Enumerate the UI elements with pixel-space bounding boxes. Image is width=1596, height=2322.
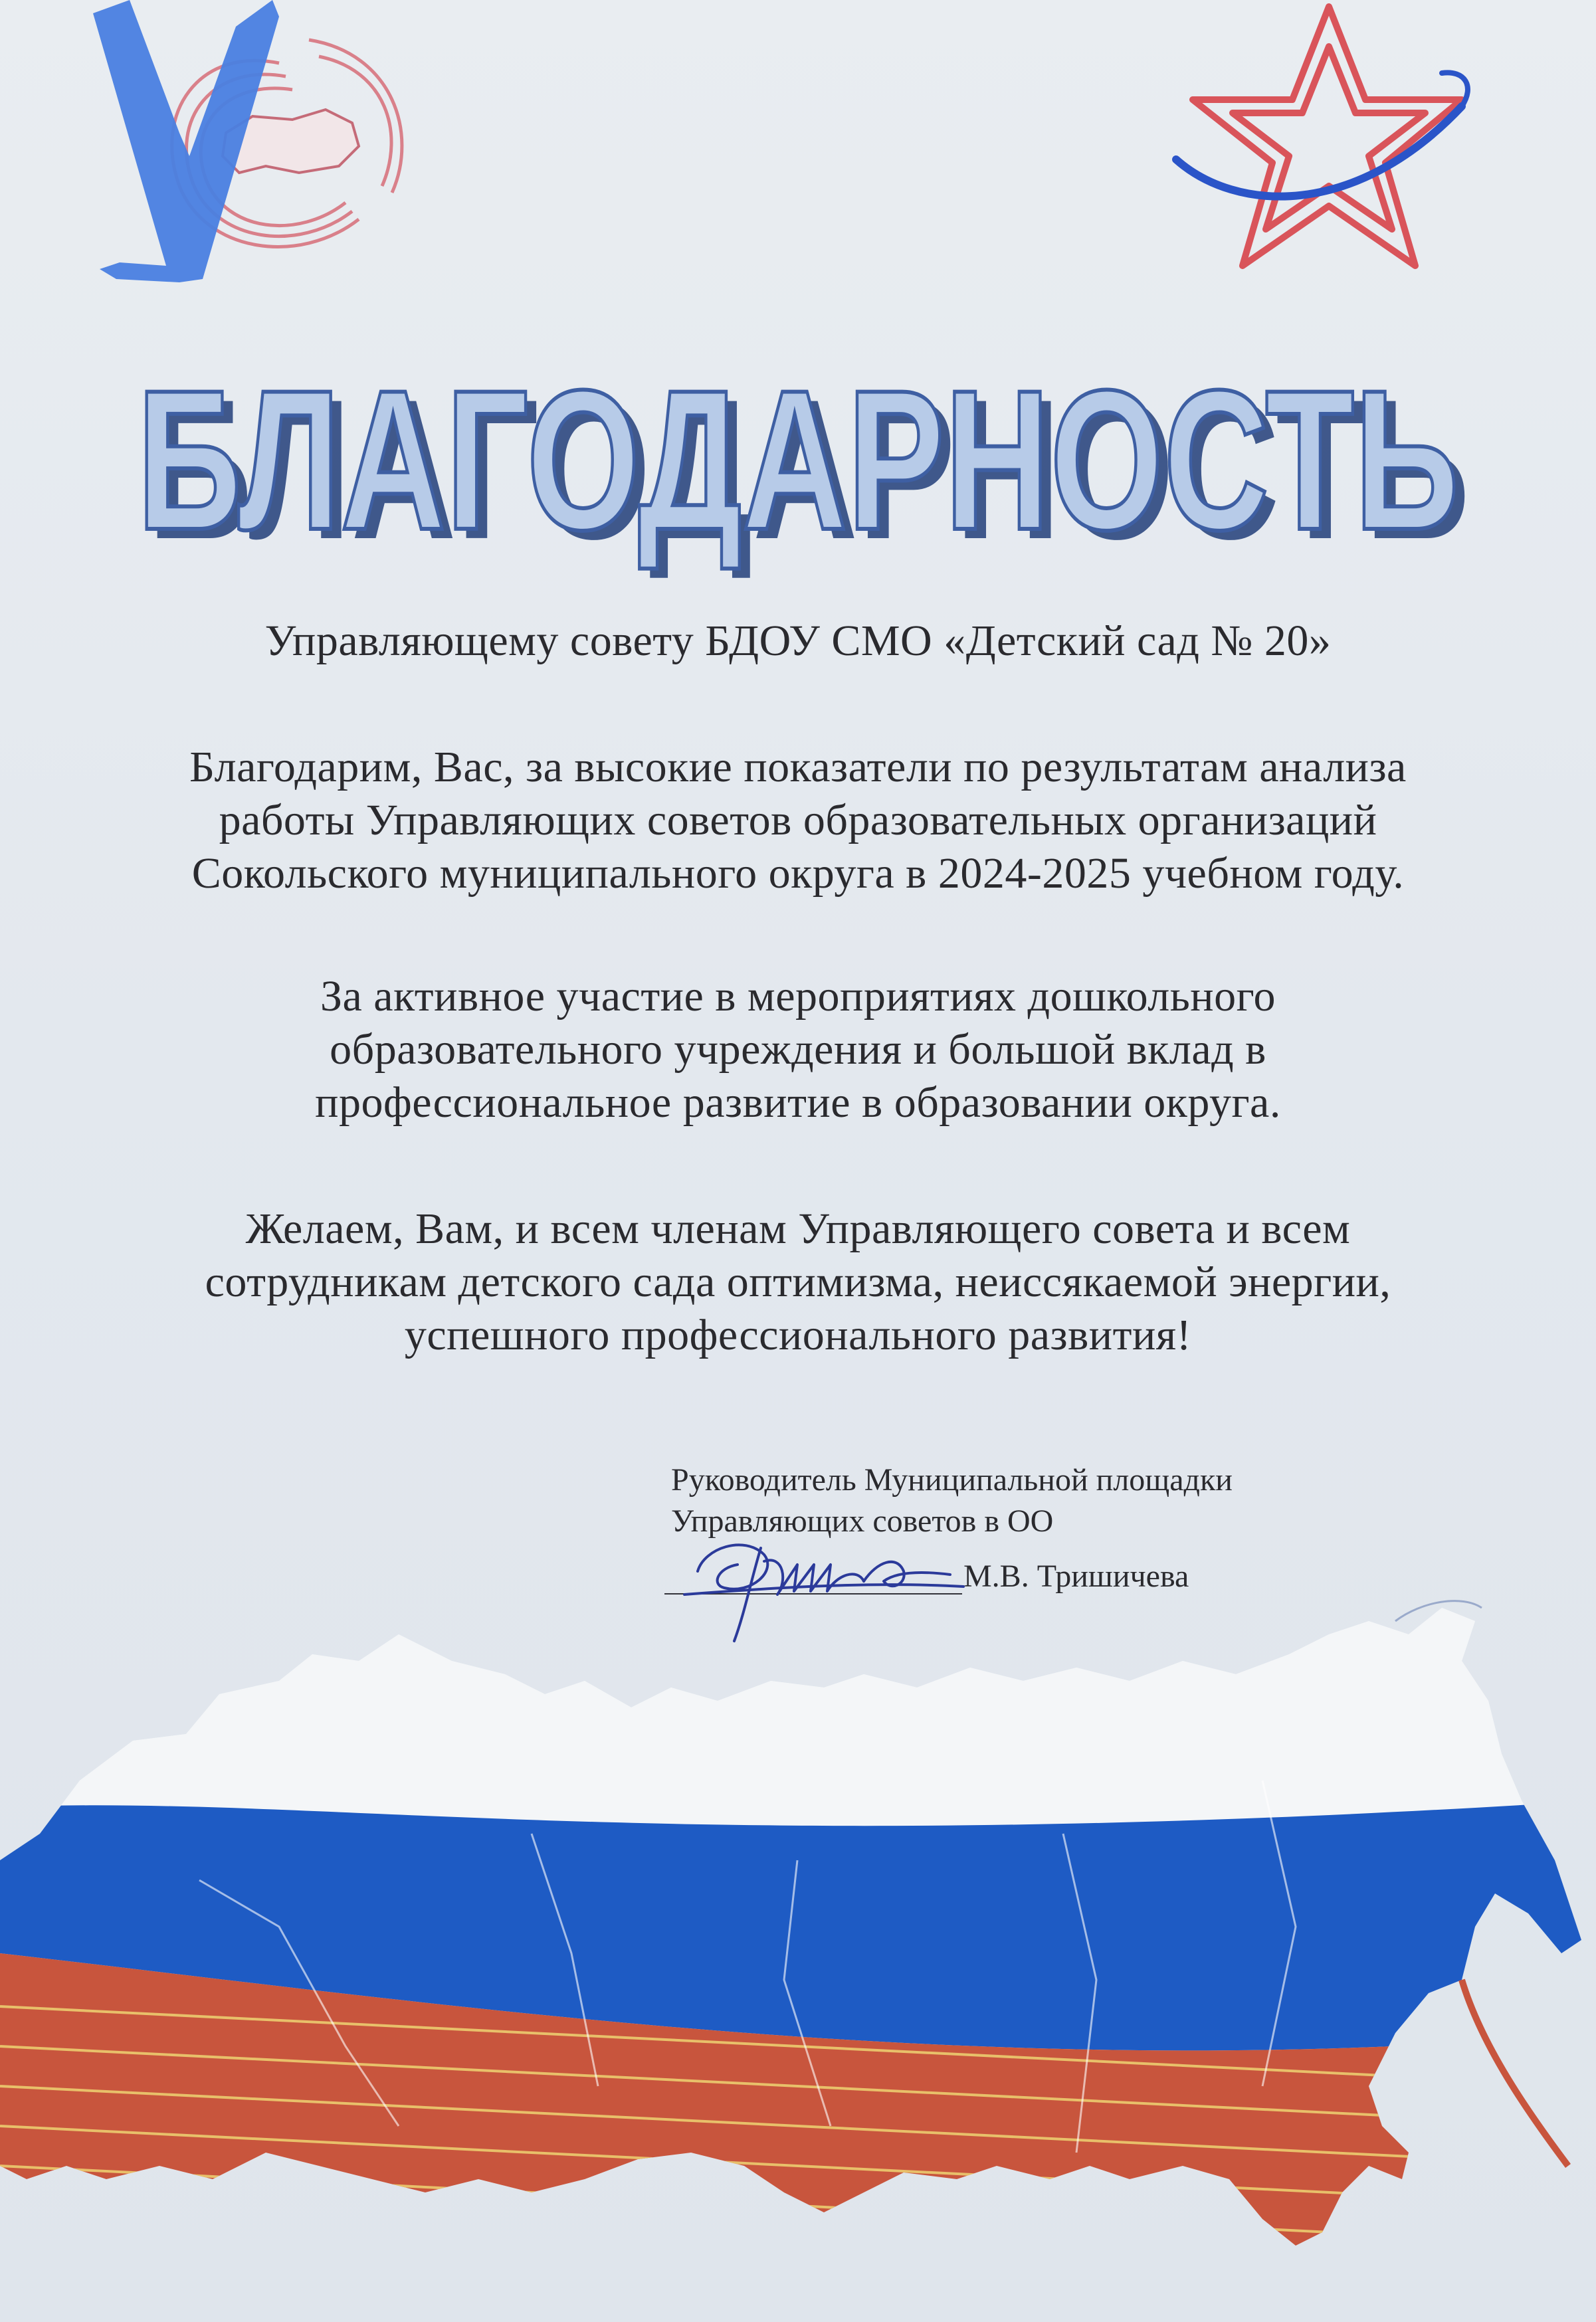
- paragraph-line: За активное участие в мероприятиях дошкольного: [320, 972, 1276, 1020]
- participation-paragraph: [53, 970, 1543, 1129]
- paragraph-line: сотрудникам детского сада оптимизма, неиссякаемой энергии,: [205, 1258, 1391, 1306]
- paragraph-line: работы Управляющих советов образовательных организаций: [219, 796, 1377, 844]
- recipient-line: Управляющему совету БДОУ СМО «Детский сад № 20»: [264, 617, 1332, 665]
- handwritten-signature: [671, 1508, 977, 1648]
- signatory-position-line-1: Руководитель Муниципальной площадки: [671, 1462, 1233, 1498]
- paragraph-line: успешного профессионального развития!: [404, 1311, 1192, 1359]
- council-emblem-icon: [80, 0, 425, 312]
- paragraph-line: профессиональное развитие в образовании округа.: [315, 1078, 1281, 1127]
- paragraph-line: Желаем, Вам, и всем членам Управляющего совета и всем: [245, 1205, 1351, 1253]
- signatory-position-line-2: Управляющих советов в ОО: [671, 1503, 1054, 1539]
- wishes-paragraph: [53, 1203, 1543, 1362]
- document-title: [0, 345, 1596, 585]
- star-emblem-icon: [1130, 0, 1475, 319]
- signatory-name: М.В. Тришичева: [963, 1559, 1189, 1594]
- paragraph-line: образовательного учреждения и большой вклад в: [330, 1025, 1266, 1074]
- title-text: БЛАГОДАРНОСТЬ: [137, 348, 1459, 571]
- title-shadow: БЛАГОДАРНОСТЬ: [148, 357, 1470, 581]
- paragraph-line: Сокольского муниципального округа в 2024-2025 учебном году.: [191, 849, 1405, 898]
- paragraph-line: Благодарим, Вас, за высокие показатели по результатам анализа: [189, 743, 1407, 791]
- russia-flag-map-icon: [0, 1581, 1596, 2322]
- gratitude-paragraph: [53, 741, 1543, 900]
